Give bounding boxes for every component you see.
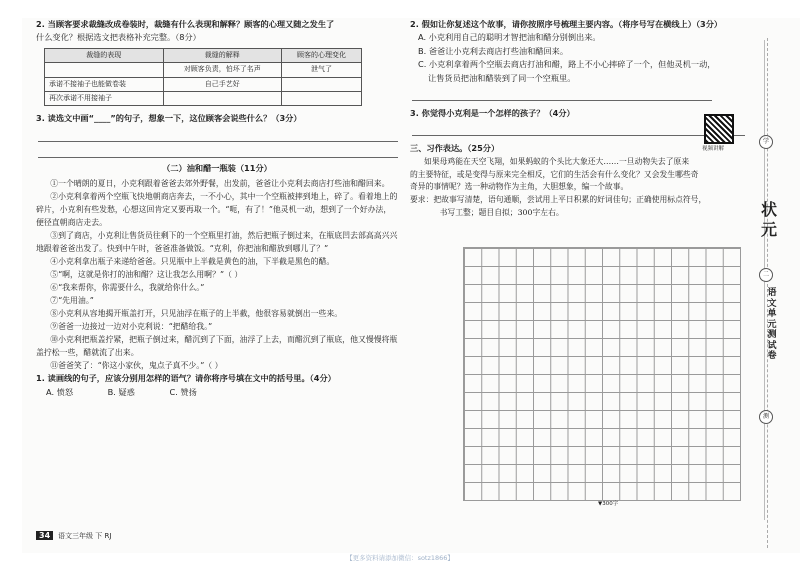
passage-paragraph: ⑦“先用油。”: [50, 296, 94, 306]
table-row: [45, 63, 362, 77]
table-header: 顾客的心理变化: [282, 48, 362, 62]
watermark: 【更多资料请添加微信：sotz1866】: [346, 554, 454, 562]
spine-circle: 测: [759, 410, 773, 424]
table-cell: 对顾客负责，怕坏了名声: [163, 63, 282, 77]
passage-title: （二）油和醋一瓶装（11分）: [162, 162, 272, 173]
option-b: B. 疑惑: [107, 386, 135, 397]
table-cell: 承诺不接袖子也能做卷装: [45, 77, 164, 91]
passage-paragraph: ⑧小克利从容地揭开瓶盖打开，只见油浮在瓶子的上半截，他很容易就倒出一些来。: [50, 309, 343, 319]
q2-stem-continued: 什么变化？根据选文把表格补充完整。（8分）: [36, 32, 201, 43]
passage-paragraph: ③到了商店，小克利让售货员往剩下的一个空瓶里打油，然后把瓶子倒过来，在瓶底凹去部高高兴兴地跟着爸爸出发了。快到中午时，爸爸准备做饭。“克利，你把油和醋放到哪儿了？”: [36, 231, 398, 254]
q3-right-stem: 3. 你觉得小克利是一个怎样的孩子？（4分）: [410, 108, 575, 119]
passage-paragraph: ⑨爸爸一边接过一边对小克利说：“把醋给我。”: [50, 322, 213, 332]
option-a: A. 愤怒: [46, 386, 74, 397]
passage-paragraph: ⑤“啊，这就是你打的油和醋？这让我怎么用啊？”（ ）: [50, 270, 243, 280]
prompt-line: 书写工整；题目自拟；300字左右。: [439, 208, 564, 218]
page-number: 34: [36, 531, 53, 540]
q2-item: A. 小克利用自己的聪明才智把油和醋分别倒出来。: [418, 32, 601, 43]
answer-line[interactable]: [412, 123, 745, 136]
series-title: 语文单元测试卷: [767, 288, 777, 361]
q2-item: B. 爸爸让小克利去商店打些油和醋回来。: [418, 45, 569, 56]
spine-circle: 二: [759, 268, 773, 282]
writing-grid[interactable]: [463, 247, 741, 501]
passage-body: [36, 177, 398, 372]
passage-paragraph: ⑩小克利把瓶盖拧紧，把瓶子倒过来，醋沉到了下面，油浮了上去，而醋沉到了瓶底，他又慢慢将瓶盖拧松一些，醋就流了出来。: [36, 335, 398, 358]
writing-prompt: [410, 156, 745, 220]
passage-paragraph: ②小克利拿着两个空瓶飞快地朝商店奔去，一不小心，其中一个空瓶被摔到地上，碎了。看着地上的碎片，小克利有些发愁，心想这回肯定又要再取一个。“呃，有了！”他灵机一动，想到了一个好办法，便径直朝商店走去。: [36, 192, 398, 228]
q3-stem: 3. 读选文中画“____”的句子，想象一下，这位顾客会说些什么？（3分）: [36, 113, 302, 124]
passage-paragraph: ④小克利拿出瓶子来递给爸爸。只见瓶中上半截是黄色的油，下半截是黑色的醋。: [50, 257, 335, 267]
q2-item: C. 小克利拿着两个空瓶去商店打油和醋，路上不小心摔碎了一个，但他灵机一动，: [418, 59, 716, 70]
footer-label: 语文三年级 下 RJ: [58, 532, 112, 540]
answer-line[interactable]: [38, 129, 398, 142]
prompt-line: 的主要特征，或是变得与原来完全相反，它们的生活会有什么变化？又会发生哪些奇: [410, 169, 699, 179]
left-column: [36, 18, 398, 399]
table-header: 裁缝的解释: [163, 48, 282, 62]
q2-item: 让售货员把油和醋装到了同一个空瓶里。: [428, 72, 576, 83]
passage-paragraph: ⑥“我来帮你，你需要什么，我就给你什么。”: [50, 283, 205, 293]
section3-title: 三、习作表达。（25分）: [410, 143, 500, 154]
table-row: [45, 92, 362, 106]
table-cell: 自己手艺好: [163, 77, 282, 91]
answer-line[interactable]: [412, 88, 712, 101]
answer-line[interactable]: [38, 145, 398, 158]
table-header: 裁缝的表现: [45, 48, 164, 62]
qr-code-icon[interactable]: [704, 114, 734, 144]
table-cell[interactable]: [163, 92, 282, 106]
prompt-line: 要求：把故事写清楚，语句通顺，尝试用上平日积累的好词佳句；正确使用标点符号，: [410, 195, 707, 205]
passage-paragraph: ①一个晴朗的夏日，小克利跟着爸爸去郊外野餐，出发前，爸爸让小克利去商店打些油和醋回来。: [50, 179, 390, 189]
table-cell: 再次承诺不用接袖子: [45, 92, 164, 106]
qr-label: 视频讲解: [702, 146, 725, 152]
q1-options: [36, 386, 398, 399]
q2-stem: 2. 当顾客要求裁缝改成卷装时，裁缝有什么表现和解释？顾客的心理又随之发生了: [36, 19, 335, 29]
table-cell: 泄气了: [282, 63, 362, 77]
table-cell[interactable]: [282, 92, 362, 106]
table-row: [45, 77, 362, 91]
answer-table: [44, 48, 362, 107]
q1-stem: 1. 读画线的句子，应该分别用怎样的语气？请你将序号填在文中的括号里。（4分）: [36, 373, 336, 384]
prompt-line: 如果母鸡能在天空飞翔，如果蚂蚁的个头比大象还大……一旦动物失去了原来: [424, 156, 690, 166]
brand-logo: 状元: [760, 200, 777, 239]
table-cell[interactable]: [45, 63, 164, 77]
table-cell[interactable]: [282, 77, 362, 91]
q2-right-stem: 2. 假如让你复述这个故事，请你按照序号梳理主要内容。（将序号写在横线上）（3分）: [410, 19, 723, 29]
prompt-line: 奇异的事情呢？选一种动物作为主角，大胆想象，编一个故事。: [410, 182, 629, 192]
word-count-marker: ▼300字: [598, 501, 619, 507]
right-column: [410, 18, 745, 220]
passage-paragraph: ⑪爸爸笑了：“你这小家伙，鬼点子真不少。”（ ）: [50, 361, 223, 371]
option-c: C. 赞扬: [169, 386, 197, 397]
spine-circle: 学: [759, 135, 773, 149]
